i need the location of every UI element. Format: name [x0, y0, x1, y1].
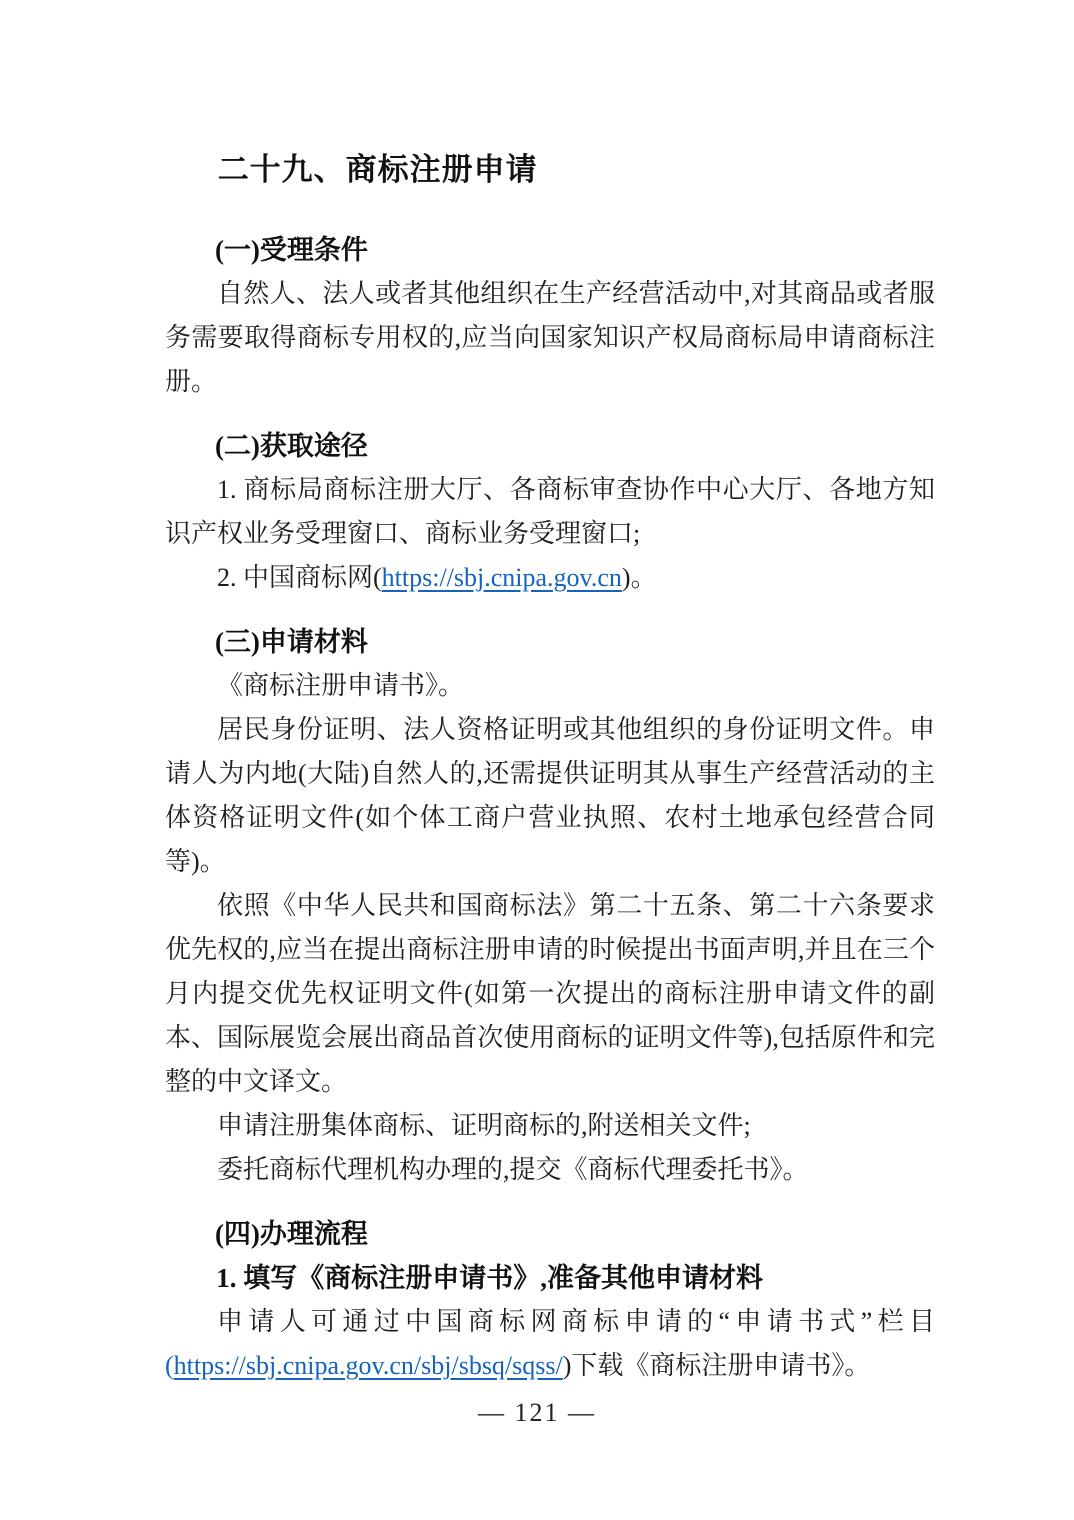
section-processing-flow [165, 1212, 935, 1388]
paragraph-acceptance-conditions: 自然人、法人或者其他组织在生产经营活动中,对其商品或者服务需要取得商标专用权的,应当向国家知识产权局商标局申请商标注册。 [165, 279, 935, 396]
document-content [165, 0, 935, 1429]
page-title: 二十九、商标注册申请 [217, 152, 538, 187]
list-item-channel-1: 1. 商标局商标注册大厅、各商标审查协作中心大厅、各地方知识产权业务受理窗口、商标业务受理窗口; [165, 475, 935, 548]
section-access-channels [165, 424, 935, 600]
paragraph-collective-marks: 申请注册集体商标、证明商标的,附送相关文件; [217, 1111, 751, 1140]
section-heading-access-channels: (二)获取途径 [214, 431, 368, 461]
page-number: — 121 — [478, 1398, 596, 1427]
download-form-text: 申请人可通过中国商标网商标申请的“申请书式”栏目 [217, 1307, 935, 1336]
section-heading-acceptance-conditions: (一)受理条件 [214, 235, 368, 265]
list-item-channel-2 [165, 556, 935, 600]
section-heading-application-materials: (三)申请材料 [214, 627, 368, 657]
section-heading-processing-flow: (四)办理流程 [214, 1219, 368, 1249]
paragraph-agency-authorization: 委托商标代理机构办理的,提交《商标代理委托书》。 [217, 1155, 809, 1184]
cnipa-trademark-site-link[interactable]: https://sbj.cnipa.gov.cn [381, 563, 622, 592]
download-form-text-end: )下载《商标注册申请书》。 [562, 1351, 871, 1380]
section-application-materials [165, 620, 935, 1192]
paragraph-application-form: 《商标注册申请书》。 [217, 671, 465, 700]
paragraph-download-form [165, 1300, 935, 1388]
channel-2-text-end: )。 [621, 563, 657, 592]
open-paren: ( [165, 1351, 174, 1380]
paragraph-identity-documents: 居民身份证明、法人资格证明或其他组织的身份证明文件。申请人为内地(大陆)自然人的,还需提供证明其从事生产经营活动的主体资格证明文件(如个体工商户营业执照、农村土地承包经营合同等)。 [165, 715, 935, 876]
step-1-title: 1. 填写《商标注册申请书》,准备其他申请材料 [216, 1263, 764, 1293]
application-form-download-link[interactable]: https://sbj.cnipa.gov.cn/sbj/sbsq/sqss/ [173, 1351, 563, 1380]
channel-2-text: 2. 中国商标网( [217, 563, 382, 592]
paragraph-priority-claim: 依照《中华人民共和国商标法》第二十五条、第二十六条要求优先权的,应当在提出商标注册申请的时候提出书面声明,并且在三个月内提交优先权证明文件(如第一次提出的商标注册申请文件的副本、国际展览会展出商品首次使用商标的证明文件等),包括原件和完整的中文译文。 [165, 891, 935, 1096]
section-acceptance-conditions [165, 228, 935, 404]
